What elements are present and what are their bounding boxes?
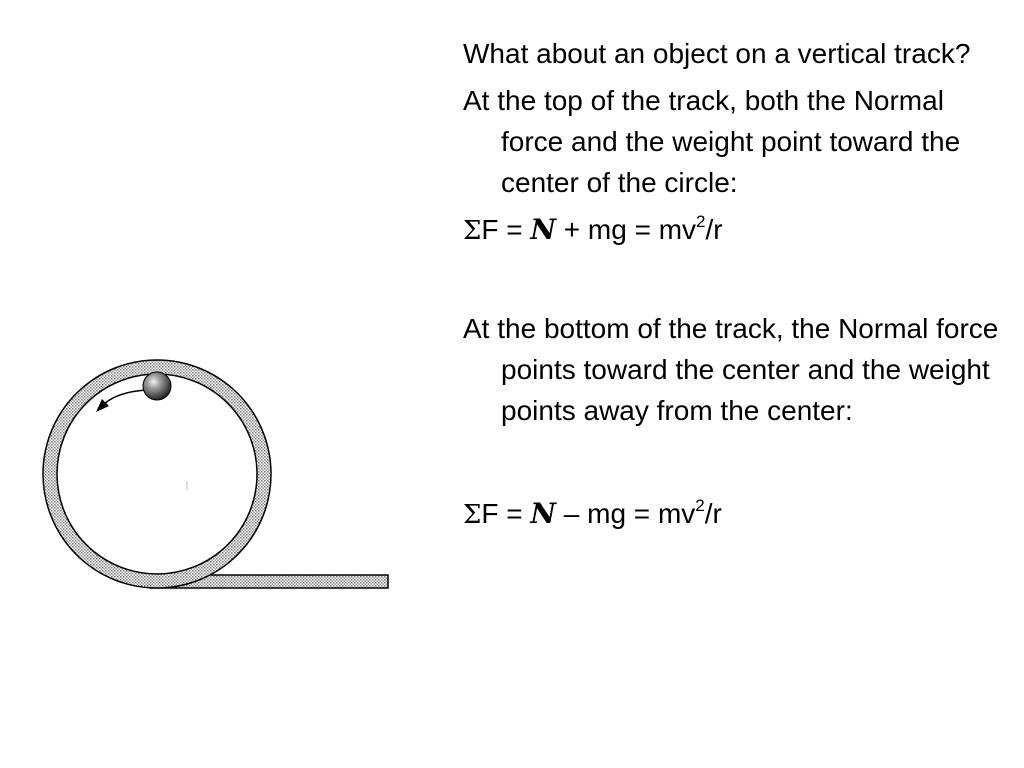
ball-icon [143,372,171,400]
bottom-of-track-text: At the bottom of the track, the Normal force points toward the center and the weight points away from the center: [463,313,999,426]
loop-track-diagram [0,0,420,768]
normal-force-symbol: N [530,213,556,246]
eq-f: F = [481,498,531,529]
eq-exponent: 2 [695,495,705,515]
eq-f: F = [481,214,531,245]
text-panel [463,33,1003,536]
curved-arrow-icon [104,390,146,404]
eq-tail: /r [704,498,722,529]
question-text: What about an object on a vertical track? [463,38,971,69]
sigma-symbol: Σ [463,216,482,246]
equation-bottom [463,493,1003,536]
eq-exponent: 2 [696,211,706,231]
eq-rest: + mg = mv [556,214,697,245]
sigma-symbol: Σ [463,500,482,530]
equation-top [463,209,1003,252]
normal-force-symbol: N [530,497,556,530]
top-of-track-text: At the top of the track, both the Normal force and the weight point toward the center of the circle: [463,85,961,198]
eq-rest: – mg = mv [556,498,696,529]
eq-tail: /r [705,214,723,245]
